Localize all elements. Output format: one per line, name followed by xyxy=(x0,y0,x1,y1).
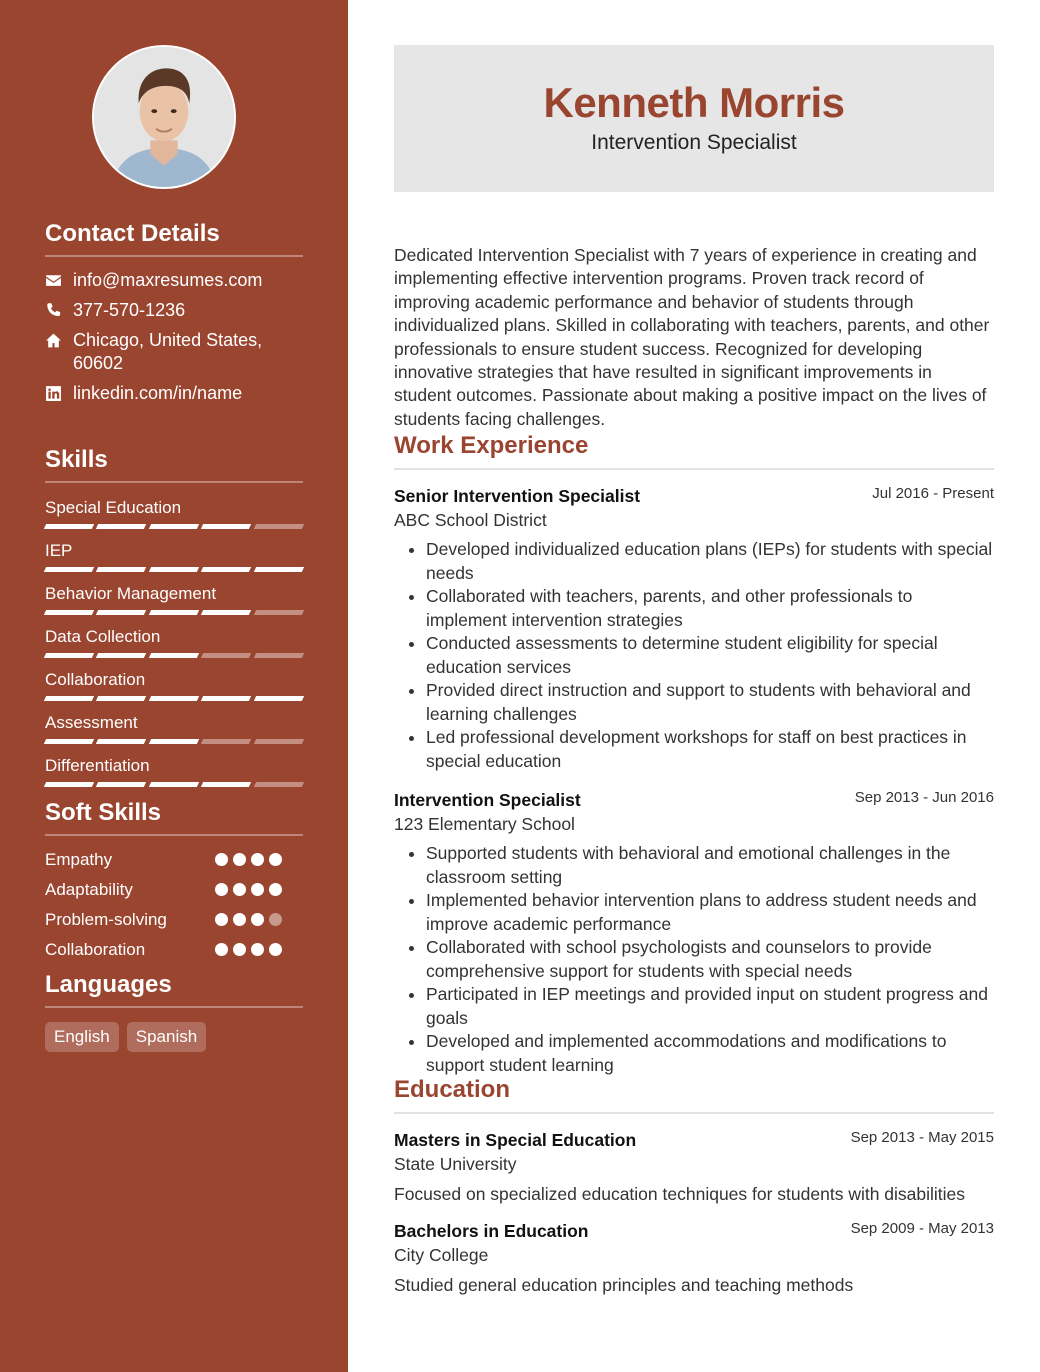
job-bullet: • Conducted assessments to determine student eligibility for special education services xyxy=(426,632,994,679)
skill-level-bar xyxy=(45,524,303,530)
soft-skill-item xyxy=(45,909,303,939)
skill-label: Collaboration xyxy=(45,670,146,689)
skill-level-segment xyxy=(44,739,95,744)
contact-linkedin[interactable] xyxy=(45,382,303,405)
skill-level-segment xyxy=(44,696,95,701)
rating-dot xyxy=(215,853,228,866)
profile-photo xyxy=(94,47,234,187)
soft-skill-label: Empathy xyxy=(45,850,113,869)
skill-item xyxy=(45,497,303,540)
skill-level-bar xyxy=(45,610,303,616)
job-title: Intervention Specialist xyxy=(394,790,581,810)
education-date: Sep 2009 - May 2013 xyxy=(850,1220,994,1237)
skill-level-segment xyxy=(96,610,147,615)
skill-label: Differentiation xyxy=(45,756,150,775)
soft-skill-label: Collaboration xyxy=(45,940,146,959)
soft-skills-section xyxy=(45,799,303,969)
job-bullet: • Collaborated with school psychologists and counselors to provide comprehensive support for students with special needs xyxy=(426,936,994,983)
skill-level-segment xyxy=(44,782,95,787)
skill-label: Assessment xyxy=(45,713,138,732)
skill-item xyxy=(45,712,303,755)
education-entry xyxy=(394,1219,994,1297)
skill-level-segment xyxy=(96,653,147,658)
skills-heading: Skills xyxy=(45,446,303,483)
job-bullet: • Implemented behavior intervention plans to address student needs and improve academic performance xyxy=(426,889,994,936)
rating-dot xyxy=(233,943,246,956)
job-bullet: • Provided direct instruction and support to students with behavioral and learning challenges xyxy=(426,679,994,726)
skill-level-segment xyxy=(201,782,252,787)
skill-level-segment xyxy=(44,524,95,529)
skill-item xyxy=(45,669,303,712)
skill-level-segment xyxy=(96,567,147,572)
contact-section xyxy=(45,220,303,405)
skill-level-segment xyxy=(149,653,200,658)
job-org: 123 Elementary School xyxy=(394,814,575,834)
contact-linkedin-text: linkedin.com/in/name xyxy=(73,383,243,403)
header xyxy=(394,45,994,192)
rating-dot xyxy=(215,943,228,956)
rating-dot xyxy=(233,853,246,866)
education-entry xyxy=(394,1128,994,1206)
languages-section xyxy=(45,971,303,1052)
address-line1: Chicago, United States, xyxy=(73,330,263,350)
education-desc: Studied general education principles and teaching methods xyxy=(394,1275,854,1295)
job-bullet: • Developed and implemented accommodations and modifications to support student learning xyxy=(426,1030,994,1077)
linkedin-icon xyxy=(45,382,73,405)
sidebar xyxy=(0,0,348,1372)
skill-level-bar xyxy=(45,739,303,745)
work-heading: Work Experience xyxy=(394,432,994,470)
skill-level-segment xyxy=(149,696,200,701)
skill-label: Special Education xyxy=(45,498,182,517)
education-heading: Education xyxy=(394,1076,994,1114)
soft-skill-label: Adaptability xyxy=(45,880,133,899)
skill-level-segment xyxy=(201,567,252,572)
soft-skills-list xyxy=(45,849,303,969)
contact-phone[interactable] xyxy=(45,299,303,322)
skill-level-bar xyxy=(45,696,303,702)
job-bullet: • Collaborated with teachers, parents, and other professionals to implement intervention strategies xyxy=(426,585,994,632)
skill-level-segment xyxy=(149,524,200,529)
skill-level-segment xyxy=(201,653,252,658)
soft-skill-item xyxy=(45,879,303,909)
skill-label: IEP xyxy=(45,541,73,560)
phone-icon xyxy=(45,299,73,322)
skill-level-bar xyxy=(45,567,303,573)
contact-phone-text: 377-570-1236 xyxy=(73,300,186,320)
skill-level-bar xyxy=(45,653,303,659)
job-bullet: • Developed individualized education plans (IEPs) for students with special needs xyxy=(426,538,994,585)
soft-skill-item xyxy=(45,939,303,969)
language-tag: Spanish xyxy=(127,1022,206,1052)
skill-level-segment xyxy=(201,696,252,701)
skill-level-segment xyxy=(253,610,304,615)
rating-dot xyxy=(269,943,282,956)
skill-level-segment xyxy=(201,739,252,744)
job-bullet: • Supported students with behavioral and emotional challenges in the classroom setting xyxy=(426,842,994,889)
languages-list xyxy=(45,1022,303,1052)
rating-dot xyxy=(269,853,282,866)
soft-skill-rating xyxy=(215,943,282,956)
contact-heading: Contact Details xyxy=(45,220,303,257)
skill-level-segment xyxy=(201,610,252,615)
job-date: Jul 2016 - Present xyxy=(872,485,994,502)
skills-section xyxy=(45,446,303,798)
skill-level-segment xyxy=(44,567,95,572)
skill-level-segment xyxy=(253,567,304,572)
education-degree: Bachelors in Education xyxy=(394,1221,589,1241)
education-school: City College xyxy=(394,1245,489,1265)
languages-heading: Languages xyxy=(45,971,303,1008)
job-bullet: • Participated in IEP meetings and provided input on student progress and goals xyxy=(426,983,994,1030)
job-date: Sep 2013 - Jun 2016 xyxy=(854,789,994,806)
skill-item xyxy=(45,583,303,626)
skill-level-segment xyxy=(253,524,304,529)
soft-skill-rating xyxy=(215,883,282,896)
skill-level-segment xyxy=(96,696,147,701)
skill-level-segment xyxy=(149,739,200,744)
skill-level-bar xyxy=(45,782,303,788)
soft-skill-rating xyxy=(215,913,282,926)
skill-item xyxy=(45,755,303,798)
skill-level-segment xyxy=(96,782,147,787)
rating-dot xyxy=(215,883,228,896)
address-line2: 60602 xyxy=(73,353,124,373)
summary: Dedicated Intervention Specialist with 7 years of experience in creating and implementing effective intervention programs. Proven track record of improving academic performance and behavior of students through individualized plans. Skilled in collaborating with teachers, parents, and other professionals to ensure student success. Recognized for developing innovative strategies that have resulted in significant improvements in student outcomes. Passionate about making a positive impact on the lives of students facing challenges. xyxy=(394,245,990,429)
contact-address-text xyxy=(73,329,262,375)
job-org: ABC School District xyxy=(394,510,547,530)
job-bullets xyxy=(394,842,994,1077)
skill-item xyxy=(45,540,303,583)
contact-email[interactable] xyxy=(45,269,303,292)
home-icon xyxy=(45,329,73,352)
job-bullet: • Led professional development workshops for staff on best practices in special education xyxy=(426,726,994,773)
rating-dot xyxy=(215,913,228,926)
job-entry xyxy=(394,484,994,773)
profile-title: Intervention Specialist xyxy=(591,131,797,154)
rating-dot xyxy=(251,883,264,896)
skill-level-segment xyxy=(96,739,147,744)
skill-level-segment xyxy=(253,696,304,701)
skill-level-segment xyxy=(253,653,304,658)
soft-skill-item xyxy=(45,849,303,879)
skill-level-segment xyxy=(44,610,95,615)
skill-level-segment xyxy=(96,524,147,529)
job-entry xyxy=(394,788,994,1077)
rating-dot xyxy=(251,943,264,956)
skill-label: Data Collection xyxy=(45,627,161,646)
rating-dot xyxy=(233,913,246,926)
skill-level-segment xyxy=(253,739,304,744)
skill-level-segment xyxy=(149,782,200,787)
soft-skill-rating xyxy=(215,853,282,866)
skill-label: Behavior Management xyxy=(45,584,217,603)
skill-level-segment xyxy=(149,610,200,615)
skill-item xyxy=(45,626,303,669)
rating-dot xyxy=(251,913,264,926)
soft-skills-heading: Soft Skills xyxy=(45,799,303,836)
skill-level-segment xyxy=(149,567,200,572)
language-tag: English xyxy=(45,1022,119,1052)
rating-dot xyxy=(269,883,282,896)
avatar xyxy=(92,45,236,189)
skill-level-segment xyxy=(253,782,304,787)
envelope-icon xyxy=(45,269,73,292)
soft-skill-label: Problem-solving xyxy=(45,910,167,929)
skill-level-segment xyxy=(44,653,95,658)
rating-dot xyxy=(251,853,264,866)
rating-dot xyxy=(233,883,246,896)
education-date: Sep 2013 - May 2015 xyxy=(850,1129,994,1146)
skill-level-segment xyxy=(201,524,252,529)
education-school: State University xyxy=(394,1154,517,1174)
education-desc: Focused on specialized education techniques for students with disabilities xyxy=(394,1184,966,1204)
contact-email-text: info@maxresumes.com xyxy=(73,270,263,290)
contact-address xyxy=(45,329,303,375)
education-degree: Masters in Special Education xyxy=(394,1130,637,1150)
job-title: Senior Intervention Specialist xyxy=(394,486,641,506)
job-bullets xyxy=(394,538,994,773)
rating-dot xyxy=(269,913,282,926)
profile-name: Kenneth Morris xyxy=(543,79,845,126)
skills-list xyxy=(45,497,303,798)
